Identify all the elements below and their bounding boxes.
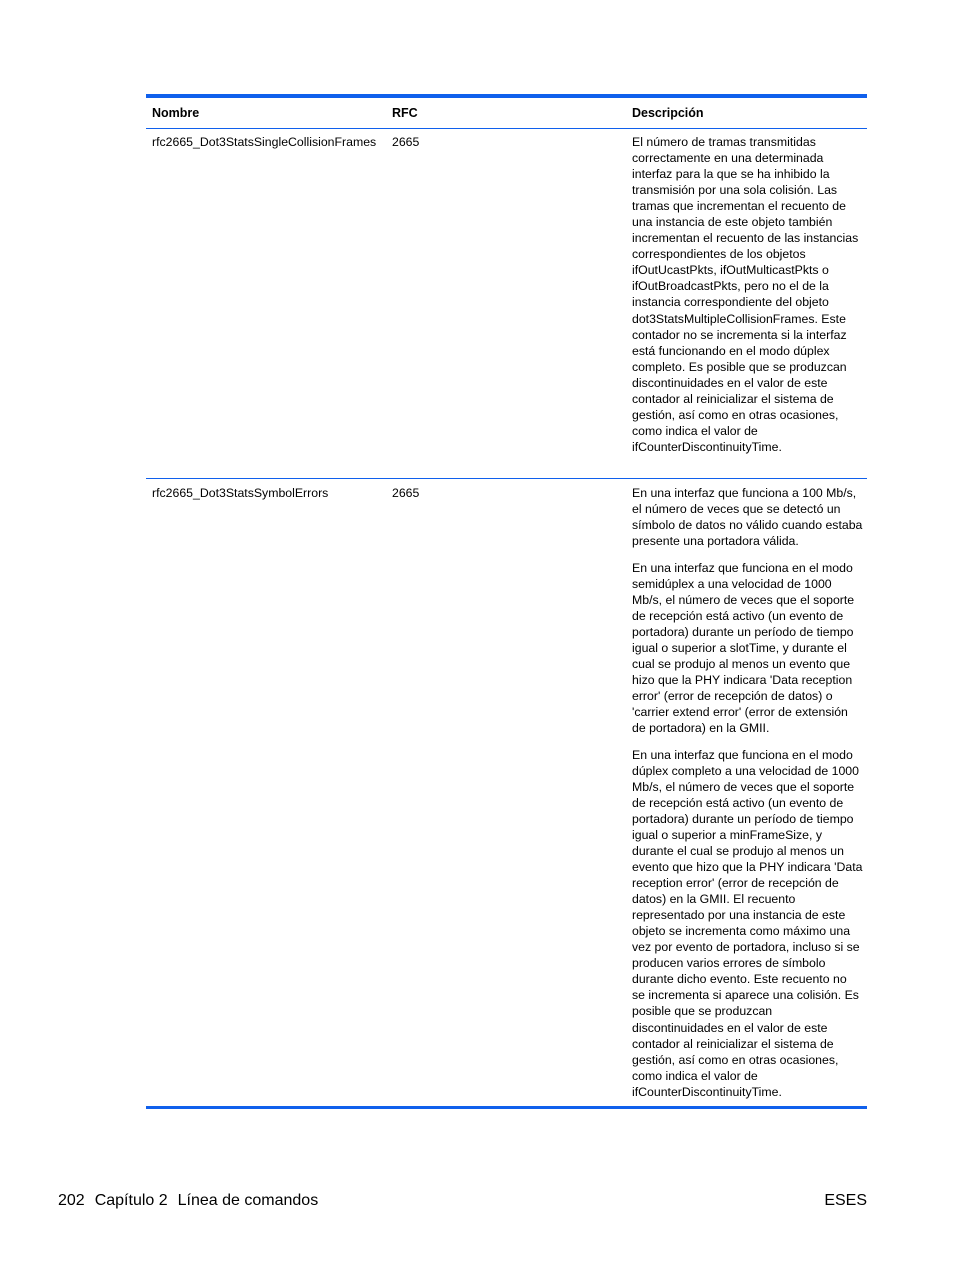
header-nombre: Nombre bbox=[152, 106, 200, 120]
chapter-label: Capítulo 2 bbox=[94, 1192, 168, 1209]
row-description bbox=[626, 134, 867, 478]
header-descripcion: Descripción bbox=[632, 106, 704, 120]
description-paragraph: En una interfaz que funciona en el modo semidúplex a una velocidad de 1000 Mb/s, el número de veces que el soporte de recepción está activo (un evento de portadora) durante un período de tiempo igual o superior a slotTime, y durante el cual se produjo al menos un evento que hizo que la PHY indicara 'Data reception error' (error de recepción de datos) o 'carrier extend error' (error de extensión de portadora) en la GMII. bbox=[632, 560, 855, 736]
row-rfc: 2665 bbox=[392, 135, 420, 149]
row-name: rfc2665_Dot3StatsSymbolErrors bbox=[152, 486, 329, 500]
table-row bbox=[146, 129, 867, 479]
table-header-row bbox=[146, 98, 867, 129]
description-paragraph: En una interfaz que funciona en el modo dúplex completo a una velocidad de 1000 Mb/s, el número de veces que el soporte de recepción está activo (un evento de portadora) durante un período de tiempo igual o superior a minFrameSize, y durante el cual se produjo al menos un evento que hizo que la PHY indicara 'Data reception error' (error de recepción de datos) en la GMII. El recuento representado por una instancia de este objeto se incrementa como máximo una vez por evento de portadora, incluso si se producen varios errores de símbolo durante dicho evento. Este recuento no se incrementa si aparece una colisión. Es posible que se produzcan discontinuidades en el valor de este contador al reinicializar el sistema de gestión, así como en otras ocasiones, como indica el valor de ifCounterDiscontinuityTime. bbox=[632, 747, 863, 1099]
row-rfc: 2665 bbox=[392, 486, 420, 500]
table-row bbox=[146, 479, 867, 1109]
page-footer-left bbox=[58, 1191, 328, 1211]
page-footer-right: ESES bbox=[824, 1192, 867, 1209]
mib-objects-table bbox=[146, 94, 867, 1109]
description-paragraph: El número de tramas transmitidas correctamente en una determinada interfaz para la que se ha inhibido la transmisión por una sola colisión. Las tramas que incrementan el recuento de una instancia de este objeto también incrementan el recuento de las instancias correspondientes de los objetos ifOutUcastPkts, ifOutMulticastPkts o ifOutBroadcastPkts, pero no el de la instancia correspondiente del objeto dot3StatsMultipleCollisionFrames. Este contador no se incrementa si la interfaz está funcionando en el modo dúplex completo. Es posible que se produzcan discontinuidades en el valor de este contador al reinicializar el sistema de gestión, así como en otras ocasiones, como indica el valor de ifCounterDiscontinuityTime. bbox=[632, 135, 859, 454]
header-rfc: RFC bbox=[392, 106, 418, 120]
row-description bbox=[626, 485, 867, 1100]
page-number: 202 bbox=[58, 1192, 85, 1209]
row-name: rfc2665_Dot3StatsSingleCollisionFrames bbox=[152, 135, 377, 149]
section-title: Línea de comandos bbox=[177, 1192, 319, 1209]
description-paragraph: En una interfaz que funciona a 100 Mb/s, el número de veces que se detectó un símbolo de datos no válido cuando estaba presente una portadora válida. bbox=[632, 486, 863, 549]
